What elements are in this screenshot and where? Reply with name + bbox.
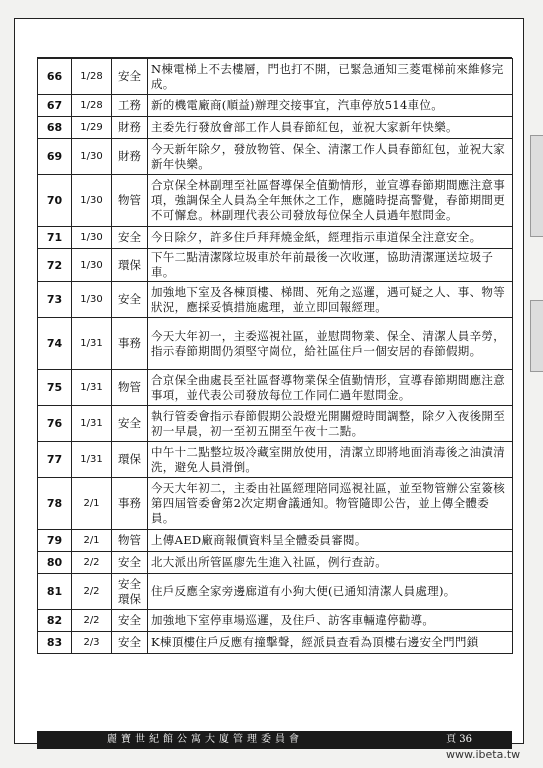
row-number: 73 bbox=[38, 282, 72, 318]
row-description: 上傳AED廠商報價資料呈全體委員審閱。 bbox=[148, 530, 513, 552]
row-date: 1/31 bbox=[72, 406, 112, 442]
row-number: 79 bbox=[38, 530, 72, 552]
row-date: 1/30 bbox=[72, 175, 112, 227]
row-category: 安全 bbox=[112, 59, 148, 95]
row-description: 今日除夕，許多住戶拜拜燒金紙，經理指示車道保全注意安全。 bbox=[148, 227, 513, 249]
row-description: 合京保全林副理至社區督導保全值勤情形，並宣導春節期間應注意事項，強調保全人員為全年無休之工作，應隨時提高警覺，春節期間更不可懈怠。林副理代表公司發放每位保全人員過年慰問金。 bbox=[148, 175, 513, 227]
row-date: 1/28 bbox=[72, 95, 112, 117]
table-row bbox=[38, 406, 513, 442]
row-number: 76 bbox=[38, 406, 72, 442]
row-date: 2/3 bbox=[72, 632, 112, 654]
row-category: 安全 bbox=[112, 406, 148, 442]
table-row bbox=[38, 59, 513, 95]
table-row bbox=[38, 139, 513, 175]
row-number: 67 bbox=[38, 95, 72, 117]
table-row bbox=[38, 318, 513, 370]
row-category: 財務 bbox=[112, 139, 148, 175]
table-row bbox=[38, 574, 513, 610]
row-category: 安全 bbox=[112, 632, 148, 654]
row-description: 主委先行發放會部工作人員春節紅包，並祝大家新年快樂。 bbox=[148, 117, 513, 139]
row-number: 74 bbox=[38, 318, 72, 370]
document-page bbox=[14, 18, 524, 744]
row-date: 1/30 bbox=[72, 139, 112, 175]
table-row bbox=[38, 282, 513, 318]
row-number: 78 bbox=[38, 478, 72, 530]
row-category: 安全 bbox=[112, 610, 148, 632]
row-description: K棟頂樓住戶反應有撞擊聲，經派員查看為頂樓右邊安全門門鎖 bbox=[148, 632, 513, 654]
row-number: 66 bbox=[38, 59, 72, 95]
log-table-container bbox=[37, 57, 512, 654]
row-description: 住戶反應全家旁邊廊道有小狗大便(已通知清潔人員處理)。 bbox=[148, 574, 513, 610]
page-footer bbox=[37, 731, 512, 749]
row-category: 物管 bbox=[112, 530, 148, 552]
row-date: 2/2 bbox=[72, 552, 112, 574]
table-row bbox=[38, 95, 513, 117]
row-date: 1/31 bbox=[72, 318, 112, 370]
row-category: 物管 bbox=[112, 175, 148, 227]
row-number: 75 bbox=[38, 370, 72, 406]
row-description: 執行管委會指示春節假期公設燈光開關燈時間調整，除夕入夜後開至初一早晨，初一至初五開至午夜十二點。 bbox=[148, 406, 513, 442]
row-category: 環保 bbox=[112, 249, 148, 282]
side-tab bbox=[530, 135, 543, 237]
work-log-table bbox=[37, 58, 513, 654]
row-category: 財務 bbox=[112, 117, 148, 139]
row-description: N棟電梯上不去樓層，門也打不開，已緊急通知三菱電梯前來維修完成。 bbox=[148, 59, 513, 95]
row-date: 1/29 bbox=[72, 117, 112, 139]
row-number: 72 bbox=[38, 249, 72, 282]
row-description: 中午十二點整垃圾冷藏室開放使用，清潔立即將地面消毒後之油漬清洗，避免人員滑倒。 bbox=[148, 442, 513, 478]
row-number: 83 bbox=[38, 632, 72, 654]
row-description: 北大派出所管區廖先生進入社區，例行查訪。 bbox=[148, 552, 513, 574]
row-number: 68 bbox=[38, 117, 72, 139]
table-row bbox=[38, 552, 513, 574]
row-date: 1/31 bbox=[72, 370, 112, 406]
row-description: 合京保全曲處長至社區督導物業保全值勤情形，宣導春節期間應注意事項，並代表公司發放每位工作同仁過年慰問金。 bbox=[148, 370, 513, 406]
row-category: 安全 bbox=[112, 552, 148, 574]
row-date: 1/30 bbox=[72, 282, 112, 318]
row-description: 加強地下室及各棟頂樓、梯間、死角之巡邏，遇可疑之人、事、物等狀況，應採妥慎措施處理，並立即回報經理。 bbox=[148, 282, 513, 318]
row-description: 今天大年初二，主委由社區經理陪同巡視社區，並至物管辦公室簽核第四屆管委會第2次定期會議通知。物管隨即公告，並上傳全體委員。 bbox=[148, 478, 513, 530]
row-date: 1/30 bbox=[72, 227, 112, 249]
row-description: 今天大年初一，主委巡視社區，並慰問物業、保全、清潔人員辛勞，指示春節期間仍須堅守崗位，給社區住戶一個安居的春節假期。 bbox=[148, 318, 513, 370]
row-description: 加強地下室停車場巡邏，及住戶、訪客車輛違停勸導。 bbox=[148, 610, 513, 632]
row-description: 今天新年除夕，發放物管、保全、清潔工作人員春節紅包，並祝大家新年快樂。 bbox=[148, 139, 513, 175]
table-row bbox=[38, 249, 513, 282]
table-row bbox=[38, 478, 513, 530]
row-number: 69 bbox=[38, 139, 72, 175]
table-row bbox=[38, 117, 513, 139]
row-number: 80 bbox=[38, 552, 72, 574]
table-row bbox=[38, 175, 513, 227]
footer-organization: 麗寶世紀館公寓大廈管理委員會 bbox=[107, 734, 303, 745]
row-category: 事務 bbox=[112, 318, 148, 370]
row-date: 2/2 bbox=[72, 610, 112, 632]
row-date: 1/30 bbox=[72, 249, 112, 282]
row-date: 1/31 bbox=[72, 442, 112, 478]
row-number: 70 bbox=[38, 175, 72, 227]
side-tab bbox=[530, 300, 543, 372]
row-category: 事務 bbox=[112, 478, 148, 530]
table-row bbox=[38, 530, 513, 552]
row-category: 安全 bbox=[112, 282, 148, 318]
table-row bbox=[38, 632, 513, 654]
table-row bbox=[38, 227, 513, 249]
watermark: www.ibeta.tw bbox=[446, 748, 521, 761]
row-number: 77 bbox=[38, 442, 72, 478]
table-row bbox=[38, 610, 513, 632]
row-date: 1/28 bbox=[72, 59, 112, 95]
row-date: 2/1 bbox=[72, 478, 112, 530]
page-number: 頁 36 bbox=[446, 734, 472, 745]
row-date: 2/2 bbox=[72, 574, 112, 610]
row-number: 71 bbox=[38, 227, 72, 249]
table-row bbox=[38, 442, 513, 478]
row-category: 安全 bbox=[112, 227, 148, 249]
row-description: 新的機電廠商(順益)辦理交接事宜，汽車停放514車位。 bbox=[148, 95, 513, 117]
row-number: 82 bbox=[38, 610, 72, 632]
row-category: 環保 bbox=[112, 442, 148, 478]
row-date: 2/1 bbox=[72, 530, 112, 552]
row-description: 下午二點清潔隊垃圾車於年前最後一次收運，協助清潔運送垃圾子車。 bbox=[148, 249, 513, 282]
row-category: 工務 bbox=[112, 95, 148, 117]
row-number: 81 bbox=[38, 574, 72, 610]
table-row bbox=[38, 370, 513, 406]
row-category: 安全環保 bbox=[112, 574, 148, 610]
row-category: 物管 bbox=[112, 370, 148, 406]
